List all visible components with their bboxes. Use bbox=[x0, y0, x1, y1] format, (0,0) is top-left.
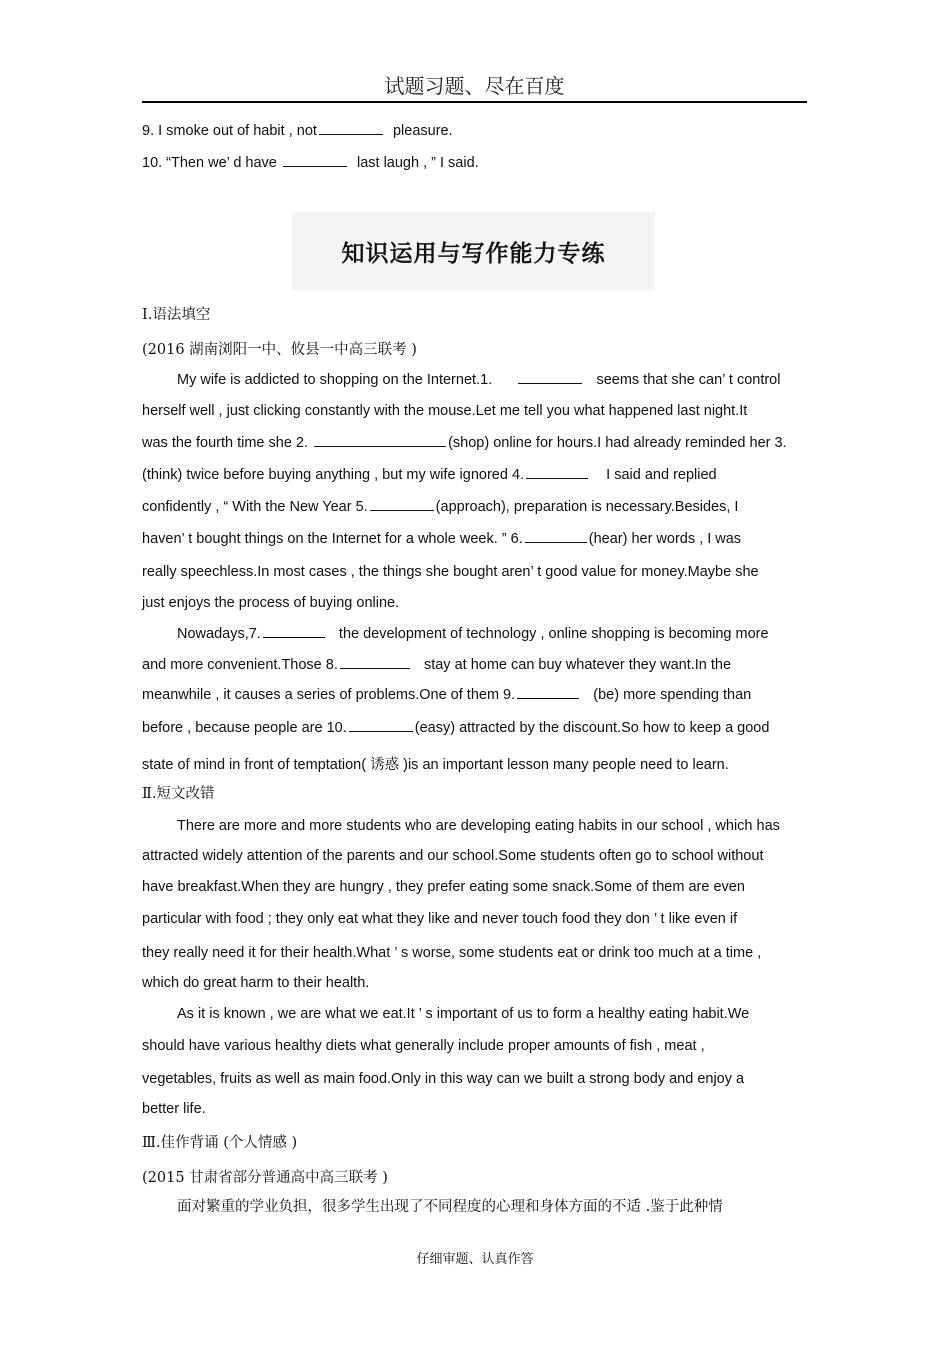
p3-line-3: have breakfast.When they are hungry , they prefer eating some snack.Some of them are even bbox=[142, 879, 745, 895]
p1-line-7: really speechless.In most cases , the things she bought aren’ t good value for money.Maybe she bbox=[142, 564, 759, 580]
p3-line-5: they really need it for their health.What ’ s worse, some students eat or drink too much at a time , bbox=[142, 945, 762, 961]
p1-line-8: just enjoys the process of buying online. bbox=[142, 595, 400, 611]
part1-heading: Ⅰ.语法填空 bbox=[142, 307, 211, 323]
p1-line-3: was the fourth time she 2. (shop) online for hours.I had already reminded her 3. bbox=[142, 435, 787, 451]
p1-line-4: (think) twice before buying anything , but my wife ignored 4. I said and replied bbox=[142, 467, 717, 483]
p3-line-6: which do great harm to their health. bbox=[142, 975, 370, 991]
part3-heading: Ⅲ.佳作背诵 (个人情感 ) bbox=[142, 1135, 298, 1151]
blank-8 bbox=[340, 656, 410, 669]
blank-2 bbox=[314, 434, 446, 447]
part1-source: (2016 湖南浏阳一中、攸县一中高三联考 ) bbox=[142, 342, 417, 358]
p4-line-4: better life. bbox=[142, 1101, 206, 1117]
section-title: 知识运用与写作能力专练 bbox=[292, 212, 655, 290]
blank-5 bbox=[370, 498, 434, 511]
p4-line-2: should have various healthy diets what generally include proper amounts of fish , meat , bbox=[142, 1038, 705, 1054]
p3-line-2: attracted widely attention of the parents and our school.Some students often go to school without bbox=[142, 848, 764, 864]
header-rule bbox=[142, 101, 807, 103]
part3-line: 面对繁重的学业负担，很多学生出现了不同程度的心理和身体方面的不适 .鉴于此种情 bbox=[177, 1199, 723, 1215]
p2-line-2: and more convenient.Those 8. stay at home can buy whatever they want.In the bbox=[142, 657, 732, 673]
blank-9 bbox=[517, 686, 579, 699]
page-footer: 仔细审题、认真作答 bbox=[416, 1252, 534, 1267]
p4-line-1: As it is known , we are what we eat.It ’ s important of us to form a healthy eating habit.We bbox=[177, 1006, 750, 1022]
p2-line-3: meanwhile , it causes a series of problems.One of them 9. (be) more spending than bbox=[142, 687, 752, 703]
p1-line-5: confidently , “ With the New Year 5. (approach), preparation is necessary.Besides, I bbox=[142, 499, 739, 515]
p1-line-2: herself well , just clicking constantly with the mouse.Let me tell you what happened last night.It bbox=[142, 403, 748, 419]
p1-line-6: haven’ t bought things on the Internet for a whole week. ” 6. (hear) her words , I was bbox=[142, 531, 742, 547]
answer-blank bbox=[283, 154, 347, 167]
blank-4 bbox=[526, 466, 588, 479]
blank-1 bbox=[518, 371, 582, 384]
p4-line-3: vegetables, fruits as well as main food.Only in this way can we built a strong body and enjoy a bbox=[142, 1071, 745, 1087]
question-9: 9. I smoke out of habit , not pleasure. bbox=[142, 123, 453, 139]
blank-10 bbox=[349, 719, 413, 732]
p3-line-4: particular with food ; they only eat what they like and never touch food they don ’ t like even if bbox=[142, 911, 738, 927]
p1-line-1: My wife is addicted to shopping on the Internet.1. seems that she can’ t control bbox=[177, 372, 781, 388]
question-10: 10. “Then we’ d have last laugh , ” I said. bbox=[142, 155, 479, 171]
blank-6 bbox=[525, 530, 587, 543]
part2-heading: Ⅱ.短文改错 bbox=[142, 786, 215, 802]
part3-source: (2015 甘肃省部分普通高中高三联考 ) bbox=[142, 1170, 388, 1186]
p2-line-5: state of mind in front of temptation( 诱惑 )is an important lesson many people need to learn. bbox=[142, 757, 729, 773]
p2-line-1: Nowadays,7. the development of technology , online shopping is becoming more bbox=[177, 626, 769, 642]
answer-blank bbox=[319, 122, 383, 135]
page-header: 试题习题、尽在百度 bbox=[384, 74, 565, 98]
p3-line-1: There are more and more students who are developing eating habits in our school , which has bbox=[177, 818, 780, 834]
p2-line-4: before , because people are 10. (easy) attracted by the discount.So how to keep a good bbox=[142, 720, 770, 736]
blank-7 bbox=[263, 625, 325, 638]
